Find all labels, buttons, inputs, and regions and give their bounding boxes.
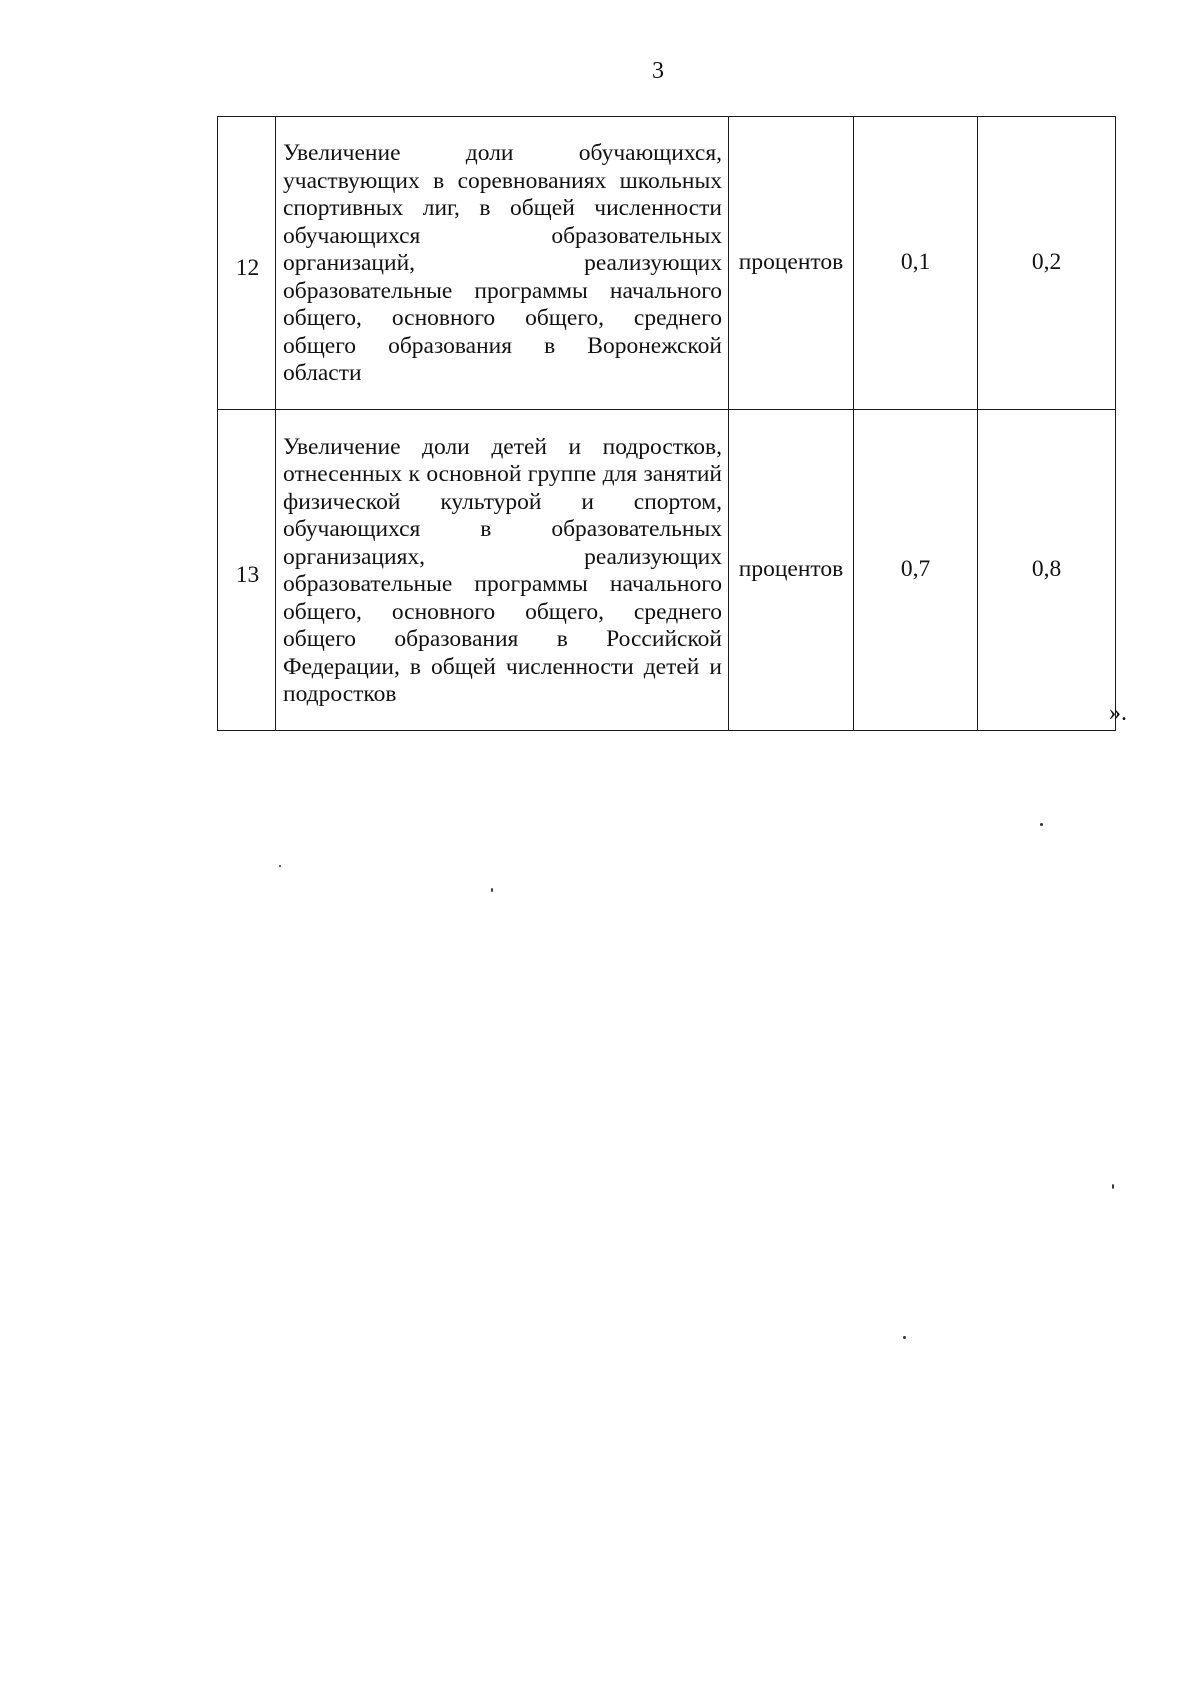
scan-speck xyxy=(903,1336,906,1339)
row-number: 12 xyxy=(218,117,276,410)
indicator-name: Увеличение доли обучающихся, участвующих в соревнованиях школьных спортивных лиг, в общей численности обучающихся образовательных организаций, реализующих образовательные программы начального общего, основного общего, среднего общего образования в Воронежской области xyxy=(276,117,729,410)
scan-speck xyxy=(1040,823,1043,826)
page-number: 3 xyxy=(652,58,664,84)
scan-speck xyxy=(279,865,281,867)
indicators-table xyxy=(217,116,1116,731)
table-row xyxy=(218,117,1116,410)
indicator-name: Увеличение доли детей и подростков, отнесенных к основной группе для занятий физической культурой и спортом, обучающихся в образовательных организациях, реализующих образовательные программы начального общего, основного общего, среднего общего образования в Российской Федерации, в общей численности детей и подростков xyxy=(276,410,729,731)
value-1-cell: 0,7 xyxy=(854,410,978,731)
table-row xyxy=(218,410,1116,731)
scan-speck xyxy=(491,888,493,892)
unit-cell: процентов xyxy=(729,117,854,410)
scan-speck xyxy=(1112,1184,1114,1189)
closing-quote-mark: ». xyxy=(1109,700,1127,726)
unit-cell: процентов xyxy=(729,410,854,731)
row-number: 13 xyxy=(218,410,276,731)
value-1-cell: 0,1 xyxy=(854,117,978,410)
value-2-cell: 0,8 xyxy=(978,410,1116,731)
value-2-cell: 0,2 xyxy=(978,117,1116,410)
